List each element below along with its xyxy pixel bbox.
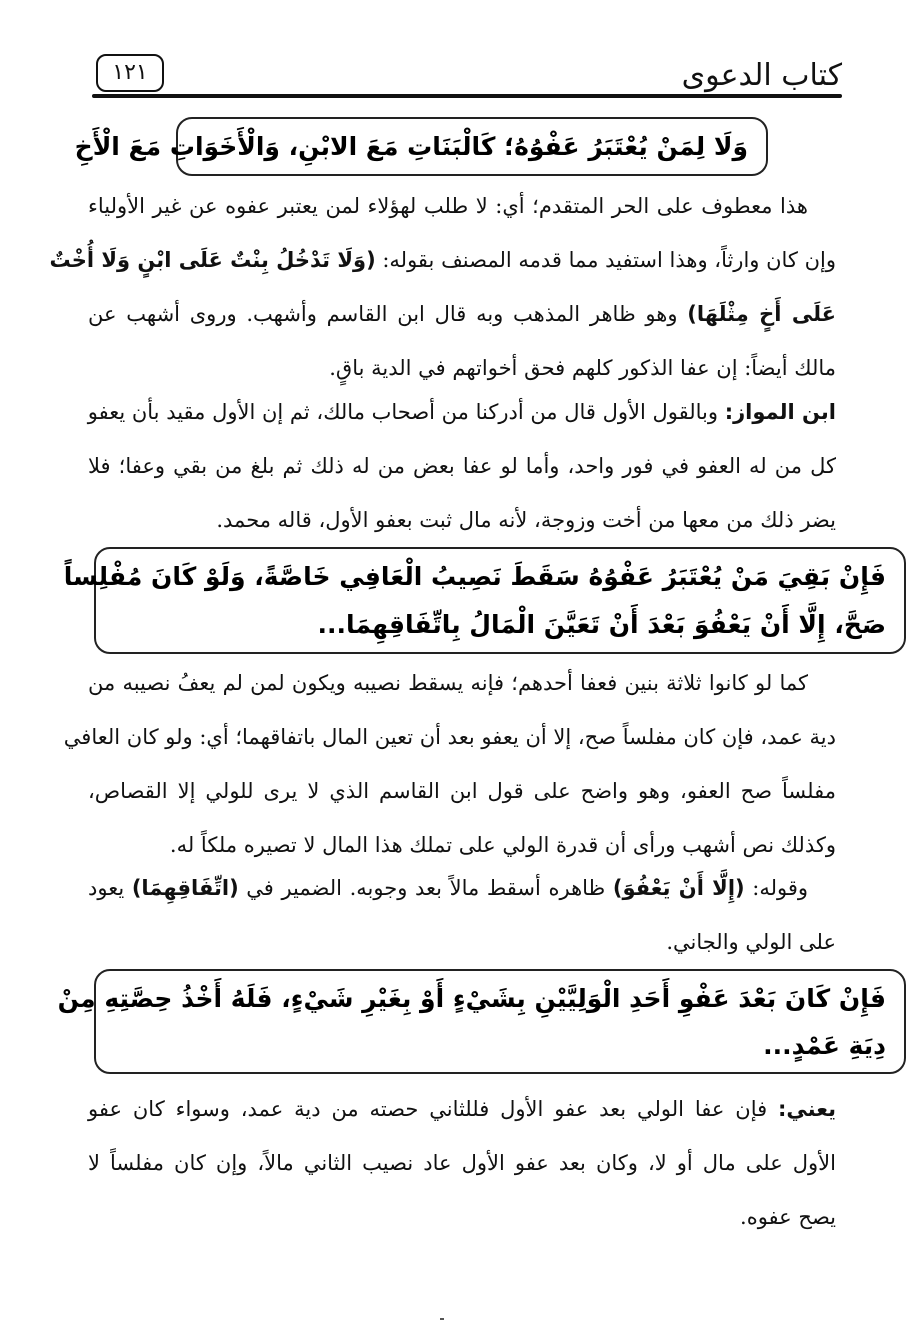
text-run: وإن كان وارثاً، وهذا استفيد مما قدمه المصنف بقوله: xyxy=(375,248,836,272)
text-line: على الولي والجاني. xyxy=(666,930,836,954)
text-line xyxy=(88,1082,836,1136)
scholar-label: ابن المواز: xyxy=(724,400,836,424)
matn-box-3 xyxy=(57,969,906,1074)
text-line xyxy=(88,385,836,439)
text-run: فإن عفا الولي بعد عفو الأول فللثاني حصته من دية عمد، وسواء كان عفو xyxy=(88,1097,779,1121)
matn-line: وَلَا لِمَنْ يُعْتَبَرُ عَفْوُهُ؛ كَالْبَنَاتِ مَعَ الابْنِ، وَالْأَخَوَاتِ مَعَ الْأَخِ xyxy=(74,132,748,161)
text-run: وقوله: xyxy=(744,876,808,900)
chapter-title: كتاب الدعوى xyxy=(681,58,842,93)
matn-box-1 xyxy=(74,117,768,176)
matn-line: دِيَةِ عَمْدٍ... xyxy=(763,1031,886,1060)
matn-line: صَحَّ، إِلَّا أَنْ يَعْفُوَ بَعْدَ أَنْ تَعَيَّنَ الْمَالُ بِاتِّفَاقِهِمَا... xyxy=(317,610,886,639)
footer-mark xyxy=(440,1318,444,1320)
explanation-label: يعني: xyxy=(778,1097,836,1121)
text-line xyxy=(88,861,836,915)
commentary-paragraph-1 xyxy=(49,179,836,395)
text-line: كما لو كانوا ثلاثة بنين فعفا أحدهم؛ فإنه يسقط نصيبه ويكون لمن لم يعفُ نصيبه من xyxy=(88,671,808,695)
text-line: الأول على مال أو لا، وكان بعد عفو الأول عاد نصيب الثاني مالاً، وإن كان مفلساً لا xyxy=(88,1151,836,1175)
text-run: وهو ظاهر المذهب وبه قال ابن القاسم وأشهب. وروى أشهب عن xyxy=(88,302,688,326)
text-line: مفلساً صح العفو، وهو واضح على قول ابن القاسم الذي لا يرى للولي إلا القصاص، xyxy=(88,779,836,803)
matn-box-2 xyxy=(63,547,906,654)
text-line: مالك أيضاً: إن عفا الذكور كلهم فحق أخواتهم في الدية باقٍ. xyxy=(329,356,836,380)
quoted-matn: (إِلَّا أَنْ يَعْفُوَ) xyxy=(612,876,745,900)
commentary-paragraph-4 xyxy=(88,861,836,969)
text-line: هذا معطوف على الحر المتقدم؛ أي: لا طلب لهؤلاء لمن يعتبر عفوه عن غير الأولياء xyxy=(88,194,808,218)
text-line xyxy=(88,287,836,341)
text-line: وكذلك نص أشهب ورأى أن قدرة الولي على تملك هذا المال لا تصيره ملكاً له. xyxy=(169,833,836,857)
text-line: كل من له العفو في فور واحد، وأما لو عفا بعض من له ذلك ثم بلغ من بقي وعفا؛ فلا xyxy=(88,454,836,478)
page-number: ١٢١ xyxy=(96,54,164,92)
quoted-matn: (اتِّفَاقِهِمَا) xyxy=(131,876,239,900)
text-line xyxy=(49,233,836,287)
matn-line: فَإِنْ بَقِيَ مَنْ يُعْتَبَرُ عَفْوُهُ سَقَطَ نَصِيبُ الْعَافِي خَاصَّةً، وَلَوْ كَانَ مُفْلِساً xyxy=(63,562,886,591)
text-run: يعود xyxy=(88,876,132,900)
quoted-matn: (وَلَا تَدْخُلُ بِنْتٌ عَلَى ابْنٍ وَلَا أُخْتٌ xyxy=(49,248,376,272)
commentary-paragraph-5 xyxy=(88,1082,836,1244)
text-line: يصح عفوه. xyxy=(740,1205,836,1229)
text-run: ظاهره أسقط مالاً بعد وجوبه. الضمير في xyxy=(238,876,613,900)
commentary-paragraph-3 xyxy=(63,656,836,872)
matn-line: فَإِنْ كَانَ بَعْدَ عَفْوِ أَحَدِ الْوَلِيَّيْنِ بِشَيْءٍ أَوْ بِغَيْرِ شَيْءٍ، فَلَهُ أَخْذُ حِصَّتِهِ مِنْ xyxy=(57,984,886,1013)
quoted-matn: عَلَى أَخٍ مِثْلَهَا) xyxy=(687,302,836,326)
text-line: يضر ذلك من معها من أخت وزوجة، لأنه مال ثبت بعفو الأول، قاله محمد. xyxy=(216,508,836,532)
header-rule xyxy=(92,94,842,98)
text-run: وبالقول الأول قال من أدركنا من أصحاب مالك، ثم إن الأول مقيد بأن يعفو xyxy=(87,400,725,424)
page-header xyxy=(92,52,842,98)
commentary-paragraph-2 xyxy=(88,385,836,547)
text-line: دية عمد، فإن كان مفلساً صح، إلا أن يعفو بعد أن تعين المال باتفاقهما؛ أي: ولو كان العافي xyxy=(63,725,836,749)
